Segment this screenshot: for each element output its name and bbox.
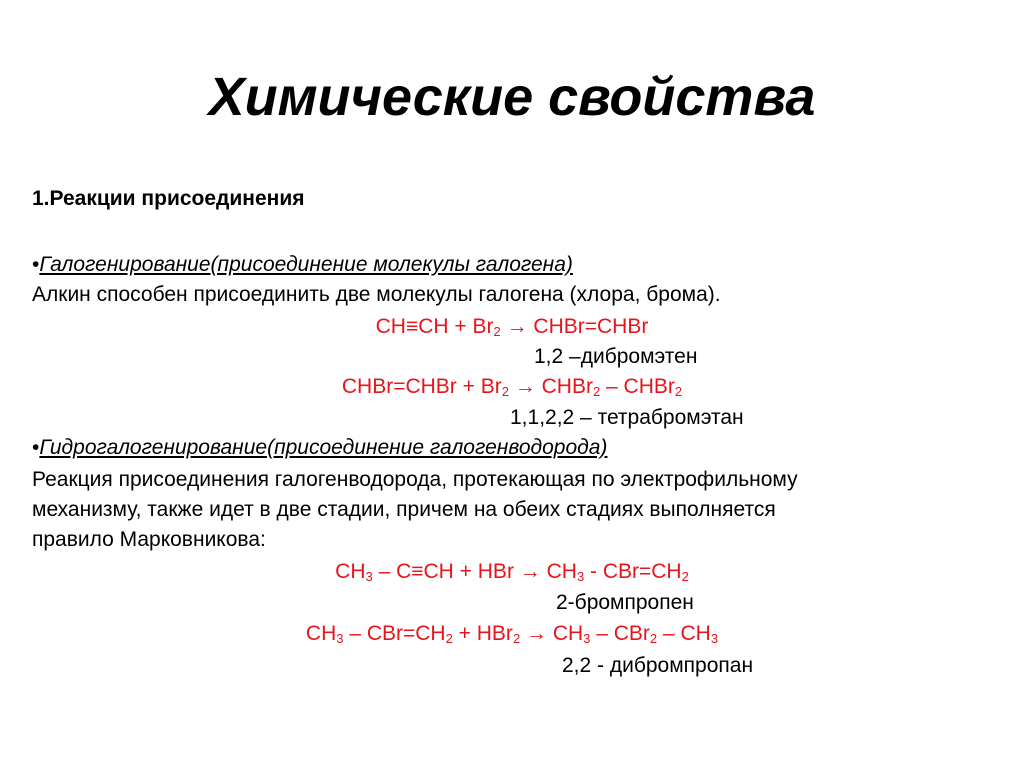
eq-text: + HBr [452,622,513,645]
eq-subscript: 2 [649,631,658,646]
eq-subscript: 2 [592,384,601,399]
equation-4-product-name: 2,2 - дибромпропан [562,654,754,677]
equation-3-product-name: 2-бромпропен [556,591,694,614]
section-heading: 1.Реакции присоединения [32,187,305,210]
slide-title: Химические свойства [208,67,816,127]
eq-subscript: 2 [681,569,689,584]
eq-text: – CBr=CH [343,622,446,645]
equation-3 [0,559,1024,585]
eq-subscript: 2 [501,384,509,399]
equation-2 [0,374,1024,400]
hydrohalogenation-description-line-1: Реакция присоединения галогенводорода, протекающая по электрофильному [32,468,798,491]
eq-text: CH [335,560,366,583]
eq-text: - CBr=CH [584,560,682,583]
eq-text: – CHBr [600,375,675,398]
eq-subscript: 2 [512,631,521,646]
bullet-mark: • [32,253,40,276]
eq-text: → CHBr=CHBr [500,315,649,338]
bullet-halogenation [32,252,573,278]
eq-text: – C≡CH + HBr → CH [372,560,577,583]
eq-subscript: 3 [710,631,719,646]
eq-subscript: 3 [576,569,585,584]
eq-text: CHBr=CHBr + Br [341,375,502,398]
hydrohalogenation-description-line-3: правило Марковникова: [32,528,266,551]
eq-subscript: 2 [674,384,683,399]
equation-4 [0,621,1024,647]
hydrohalogenation-title: Гидрогалогенирование(присоединение галогенводорода) [39,436,608,459]
eq-subscript: 3 [336,631,344,646]
eq-text: – CH [657,622,711,645]
halogenation-title: Галогенирование(присоединение молекулы галогена) [39,253,573,276]
equation-2-product-name: 1,1,2,2 – тетрабромэтан [510,406,744,429]
eq-subscript: 3 [583,631,591,646]
hydrohalogenation-description-line-2: механизму, также идет в две стадии, причем на обеих стадиях выполняется [32,498,776,521]
eq-text: → CHBr [508,375,593,398]
eq-text: CH [305,622,337,645]
eq-subscript: 2 [493,324,501,339]
eq-subscript: 3 [365,569,373,584]
bullet-hydrohalogenation [32,435,607,461]
eq-text: – CBr [590,622,650,645]
equation-1 [0,314,1024,340]
bullet-mark: • [32,436,40,459]
equation-1-product-name: 1,2 –дибромэтен [534,345,698,368]
eq-text: CH≡CH + Br [375,315,494,338]
eq-subscript: 2 [445,631,453,646]
halogenation-description: Алкин способен присоединить две молекулы галогена (хлора, брома). [32,283,721,306]
eq-text: → CH [520,622,584,645]
